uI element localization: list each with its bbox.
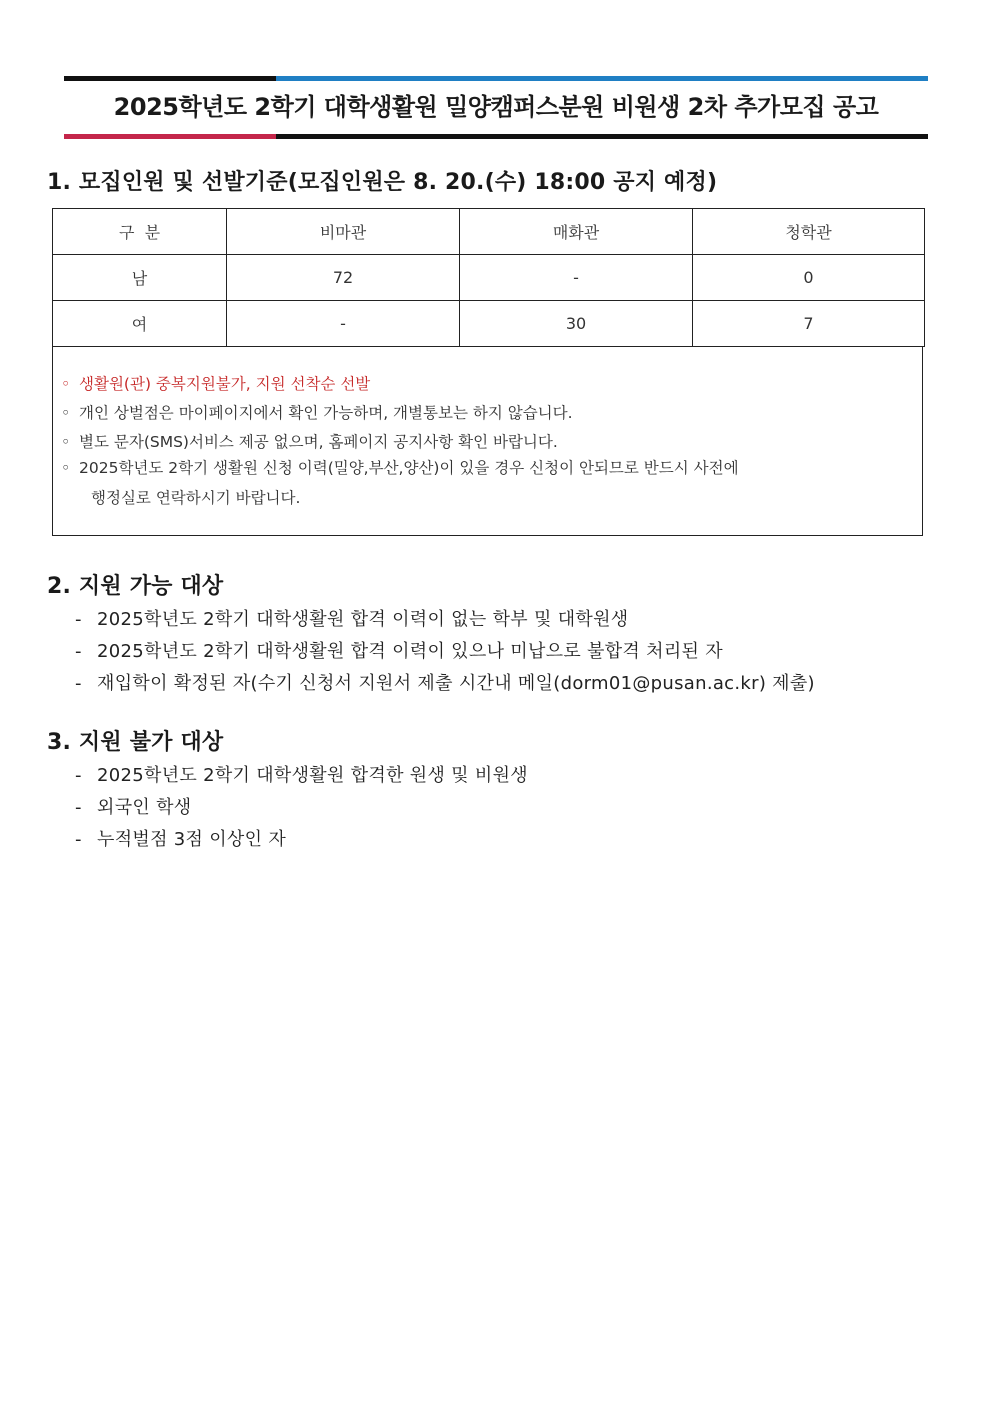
title-bottom-bar	[64, 134, 928, 139]
table-row-male	[53, 255, 925, 301]
section2-heading: 2. 지원 가능 대상	[47, 574, 224, 599]
note-text-continued: 행정실로 연락하시기 바랍니다.	[91, 489, 301, 507]
table-cell: -	[460, 255, 693, 301]
list-item-text: 재입학이 확정된 자(수기 신청서 지원서 제출 시간내 메일(dorm01@pusan.ac.kr) 제출)	[97, 673, 815, 694]
dash-marker: -	[75, 829, 82, 850]
row-label: 여	[53, 301, 227, 347]
bullet-icon: ◦	[61, 375, 71, 393]
list-item-text: 2025학년도 2학기 대학생활원 합격한 원생 및 비원생	[97, 765, 528, 786]
quota-table	[52, 208, 925, 347]
table-cell: 72	[227, 255, 460, 301]
list-item	[75, 669, 815, 695]
list-item-text: 누적벌점 3점 이상인 자	[97, 829, 287, 850]
list-item	[75, 825, 286, 851]
section1-heading: 1. 모집인원 및 선발기준(모집인원은 8. 20.(수) 18:00 공지 예정)	[47, 170, 718, 195]
list-item	[75, 637, 723, 663]
list-item	[75, 793, 191, 819]
header-cheonghakgwan: 청학관	[693, 209, 925, 255]
table-cell: 0	[693, 255, 925, 301]
title-block	[64, 76, 928, 139]
list-item-text: 2025학년도 2학기 대학생활원 합격 이력이 있으나 미납으로 불합격 처리된 자	[97, 641, 723, 662]
table-cell: 30	[460, 301, 693, 347]
bullet-icon: ◦	[61, 459, 71, 477]
table-header-row	[53, 209, 925, 255]
row-label: 남	[53, 255, 227, 301]
section3-heading: 3. 지원 불가 대상	[47, 730, 224, 755]
dash-marker: -	[75, 673, 82, 694]
dash-marker: -	[75, 797, 82, 818]
list-item	[75, 605, 628, 631]
note-item	[61, 430, 918, 452]
note-text: 개인 상벌점은 마이페이지에서 확인 가능하며, 개별통보는 하지 않습니다.	[79, 404, 573, 422]
bullet-icon: ◦	[61, 404, 71, 422]
dash-marker: -	[75, 609, 82, 630]
title-bottom-bar-red	[64, 134, 276, 139]
notes-box	[52, 347, 923, 536]
note-item	[61, 401, 918, 423]
note-text: 별도 문자(SMS)서비스 제공 없으며, 홈페이지 공지사항 확인 바랍니다.	[79, 433, 558, 451]
note-item	[61, 453, 918, 513]
dash-marker: -	[75, 641, 82, 662]
list-item-text: 외국인 학생	[97, 797, 192, 818]
table-cell: 7	[693, 301, 925, 347]
table-row-female	[53, 301, 925, 347]
list-item	[75, 761, 528, 787]
title-bottom-bar-black	[276, 134, 928, 139]
header-bimagwan: 비마관	[227, 209, 460, 255]
dash-marker: -	[75, 765, 82, 786]
list-item-text: 2025학년도 2학기 대학생활원 합격 이력이 없는 학부 및 대학원생	[97, 609, 629, 630]
header-maehwagwan: 매화관	[460, 209, 693, 255]
bullet-icon: ◦	[61, 433, 71, 451]
note-item	[61, 372, 918, 394]
header-category: 구 분	[53, 209, 227, 255]
note-text: 2025학년도 2학기 생활원 신청 이력(밀양,부산,양산)이 있을 경우 신청이 안되므로 반드시 사전에	[79, 459, 739, 477]
table-cell: -	[227, 301, 460, 347]
note-text: 생활원(관) 중복지원불가, 지원 선착순 선발	[79, 375, 371, 393]
page-title: 2025학년도 2학기 대학생활원 밀양캠퍼스분원 비원생 2차 추가모집 공고	[113, 93, 879, 121]
